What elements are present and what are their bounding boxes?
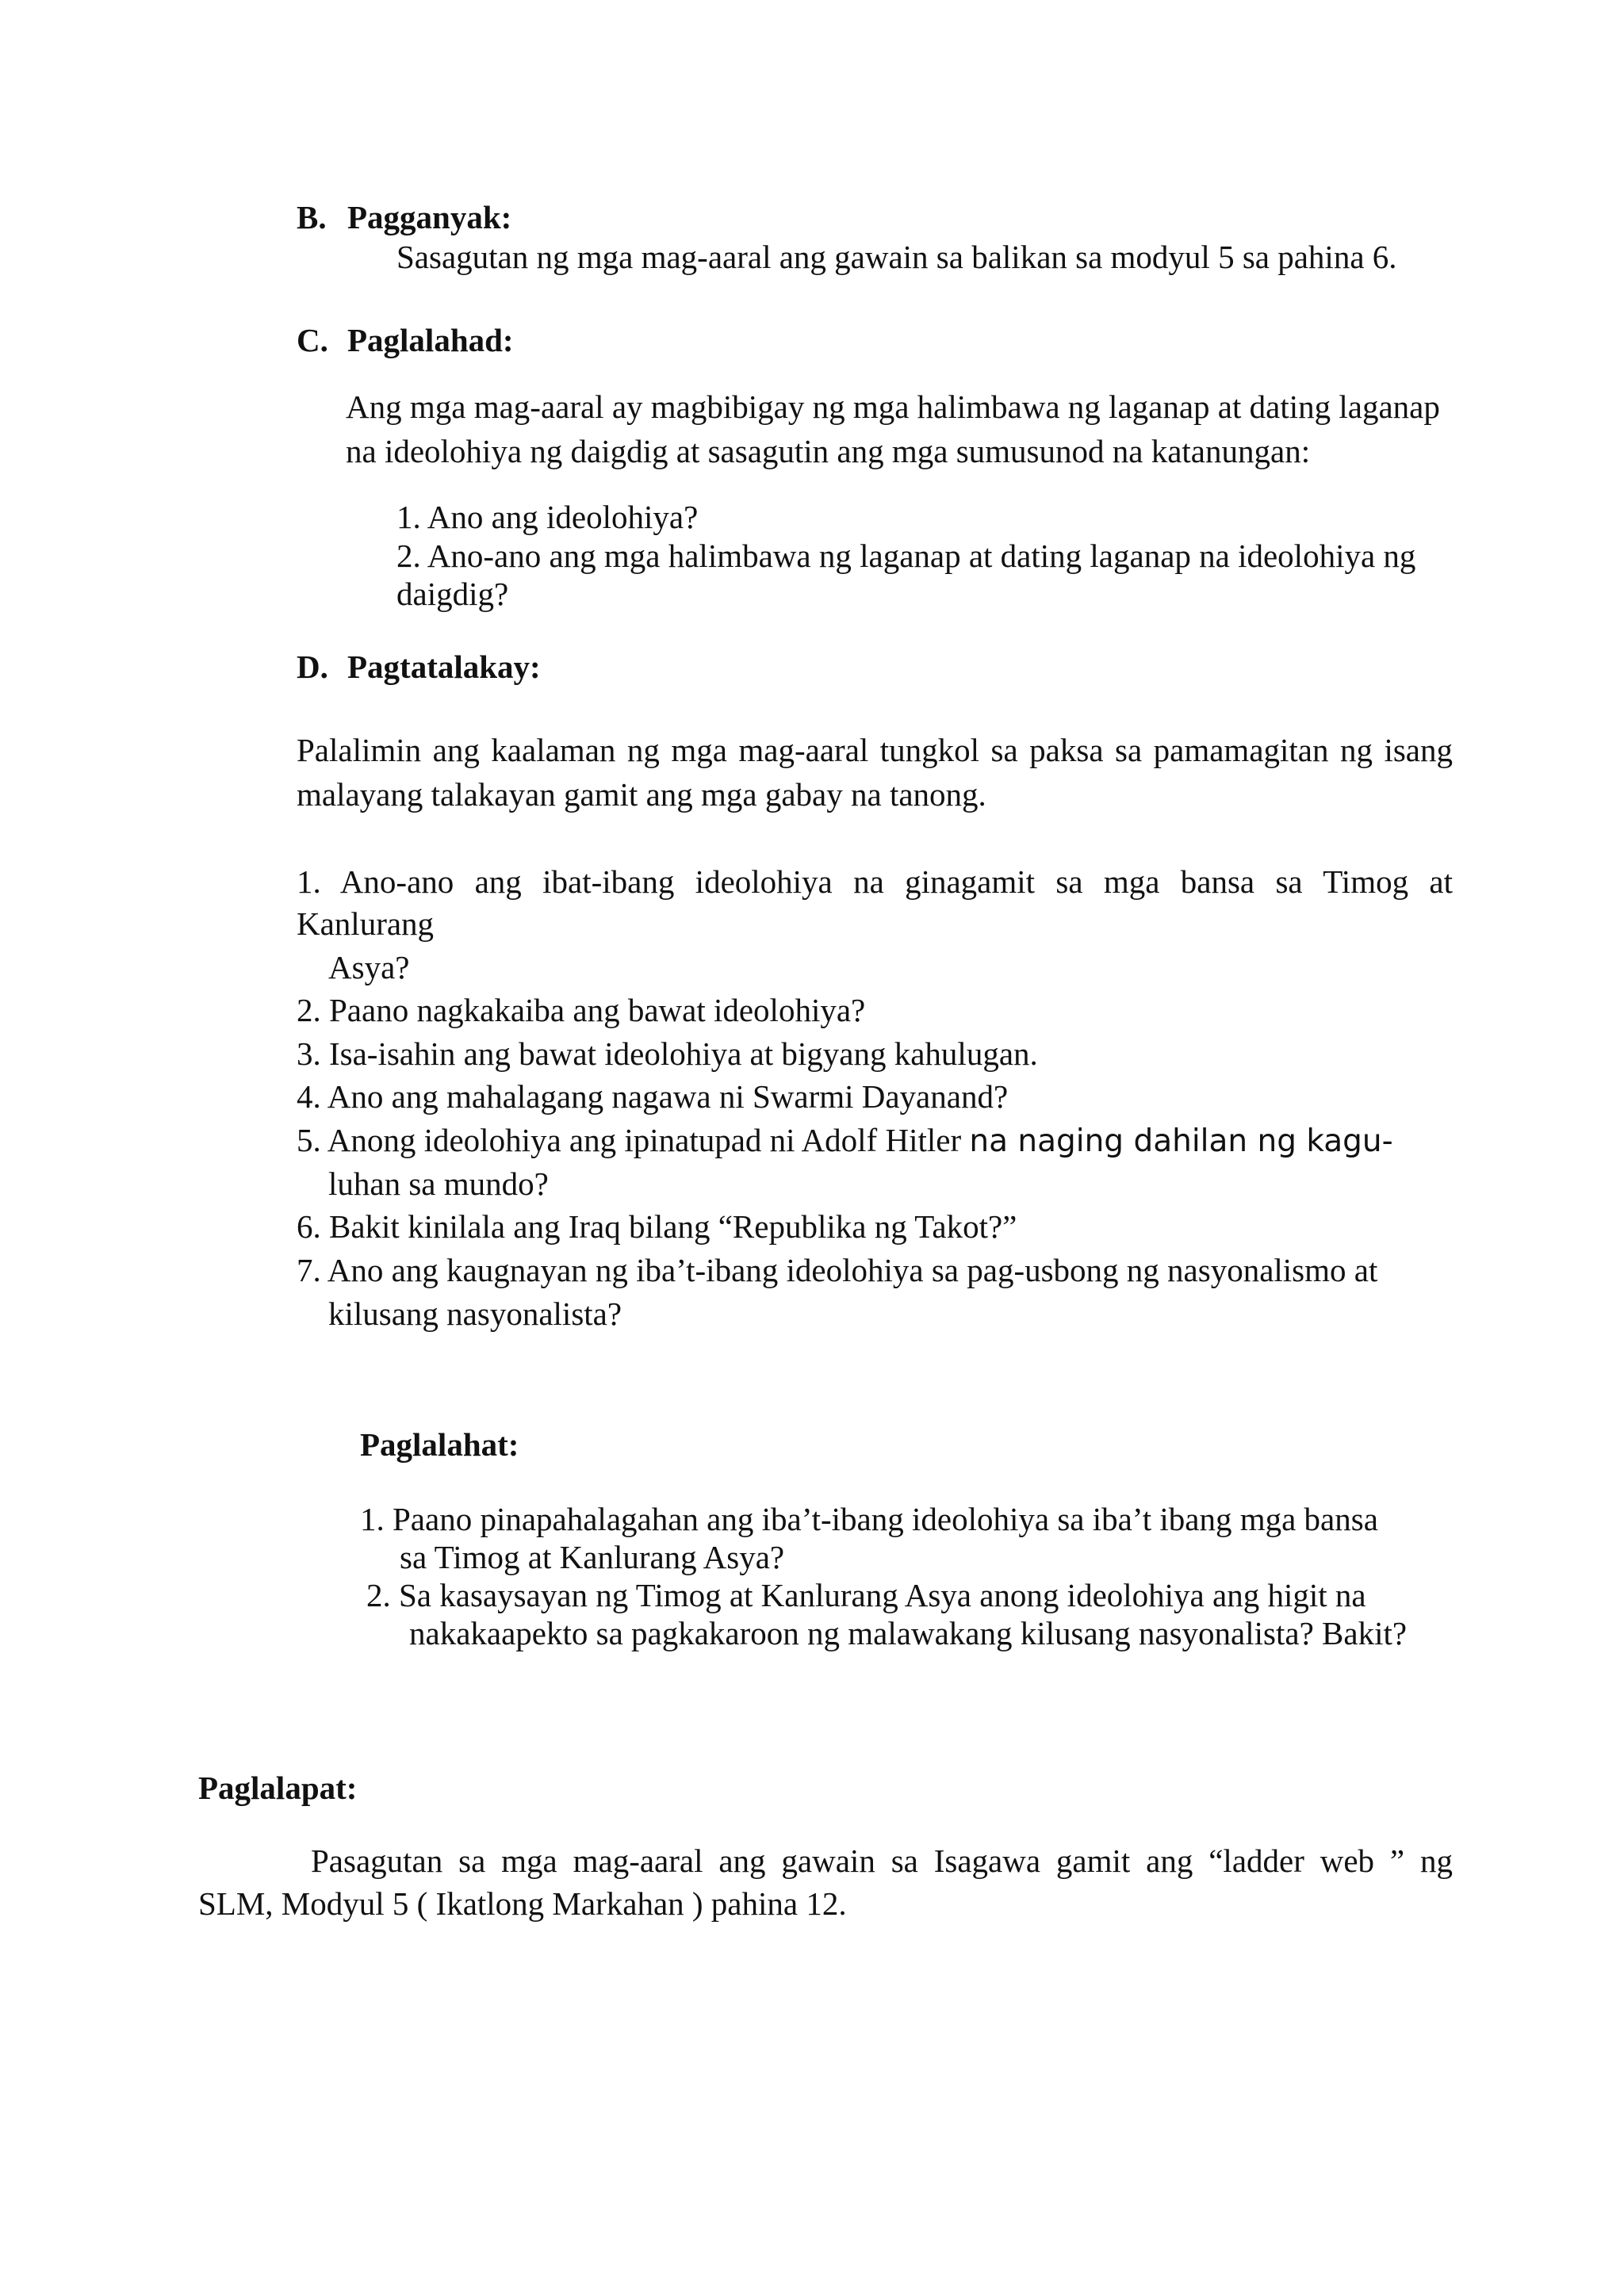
paglalahat-question-2-line1: 2. Sa kasaysayan ng Timog at Kanlurang Asya anong ideolohiya ang higit na: [366, 1577, 1366, 1613]
section-d-question-1-line1: 1. Ano-ano ang ibat-ibang ideolohiya na ginagamit sa mga bansa sa Timog at: [297, 863, 1453, 900]
section-d-paragraph-line2: malayang talakayan gamit ang mga gabay na tanong.: [297, 776, 986, 813]
section-d-question-2: 2. Paano nagkakaiba ang bawat ideolohiya?: [297, 992, 866, 1028]
section-d-question-5-line2: luhan sa mundo?: [328, 1165, 549, 1202]
section-b-letter: B.: [297, 199, 327, 235]
section-d-question-3: 3. Isa-isahin ang bawat ideolohiya at bigyang kahulugan.: [297, 1035, 1038, 1072]
section-d-question-1-line2: Kanlurang: [297, 905, 435, 942]
section-b-title: Pagganyak:: [347, 199, 512, 235]
paglalahat-title: Paglalahat:: [360, 1426, 519, 1463]
section-d-heading: [297, 646, 541, 688]
section-b-heading: [297, 197, 511, 239]
paglalapat-paragraph-line1: Pasagutan sa mga mag-aaral ang gawain sa Isagawa gamit ang “ladder web ” ng: [311, 1843, 1453, 1879]
section-d-question-7-line1: 7. Ano ang kaugnayan ng iba’t-ibang ideolohiya sa pag-usbong ng nasyonalismo at: [297, 1252, 1378, 1288]
section-c-question-1: 1. Ano ang ideolohiya?: [396, 499, 699, 535]
section-d-question-5-part-b: na naging dahilan ng kagu-: [969, 1123, 1393, 1159]
paglalahat-question-1-line1: 1. Paano pinapahalagahan ang iba’t-ibang ideolohiya sa iba’t ibang mga bansa: [360, 1501, 1378, 1537]
section-d-question-5-part-a: 5. Anong ideolohiya ang ipinatupad ni Adolf Hitler: [297, 1122, 970, 1158]
section-c-letter: C.: [297, 322, 328, 358]
section-c-question-2-line2: daigdig?: [396, 576, 509, 612]
section-c-paragraph-line2: na ideolohiya ng daigdig at sasagutin ang mga sumusunod na katanungan:: [346, 433, 1311, 469]
section-c-title: Paglalahad:: [347, 322, 514, 358]
section-c-heading: [297, 320, 514, 362]
section-d-letter: D.: [297, 649, 328, 685]
paglalahat-question-1-line2: sa Timog at Kanlurang Asya?: [400, 1539, 785, 1575]
section-d-question-7-line2: kilusang nasyonalista?: [328, 1295, 622, 1332]
section-c-question-2-line1: 2. Ano-ano ang mga halimbawa ng laganap at dating laganap na ideolohiya ng: [396, 538, 1416, 574]
paglalapat-title: Paglalapat:: [198, 1770, 358, 1806]
section-d-question-4: 4. Ano ang mahalagang nagawa ni Swarmi Dayanand?: [297, 1078, 1009, 1115]
section-d-question-5-line1: [297, 1119, 1393, 1162]
section-d-question-6: 6. Bakit kinilala ang Iraq bilang “Republika ng Takot?”: [297, 1208, 1017, 1245]
section-d-title: Pagtatalakay:: [347, 649, 541, 685]
section-b-text: Sasagutan ng mga mag-aaral ang gawain sa balikan sa modyul 5 sa pahina 6.: [396, 239, 1397, 275]
paglalapat-paragraph-line2: SLM, Modyul 5 ( Ikatlong Markahan ) pahina 12.: [198, 1885, 847, 1922]
section-d-paragraph-line1: Palalimin ang kaalaman ng mga mag-aaral tungkol sa paksa sa pamamagitan ng isang: [297, 732, 1453, 768]
section-c-paragraph-line1: Ang mga mag-aaral ay magbibigay ng mga halimbawa ng laganap at dating laganap: [346, 388, 1440, 425]
paglalahat-question-2-line2: nakakaapekto sa pagkakaroon ng malawakang kilusang nasyonalista? Bakit?: [409, 1615, 1408, 1651]
section-d-question-1-line3: Asya?: [328, 949, 410, 985]
